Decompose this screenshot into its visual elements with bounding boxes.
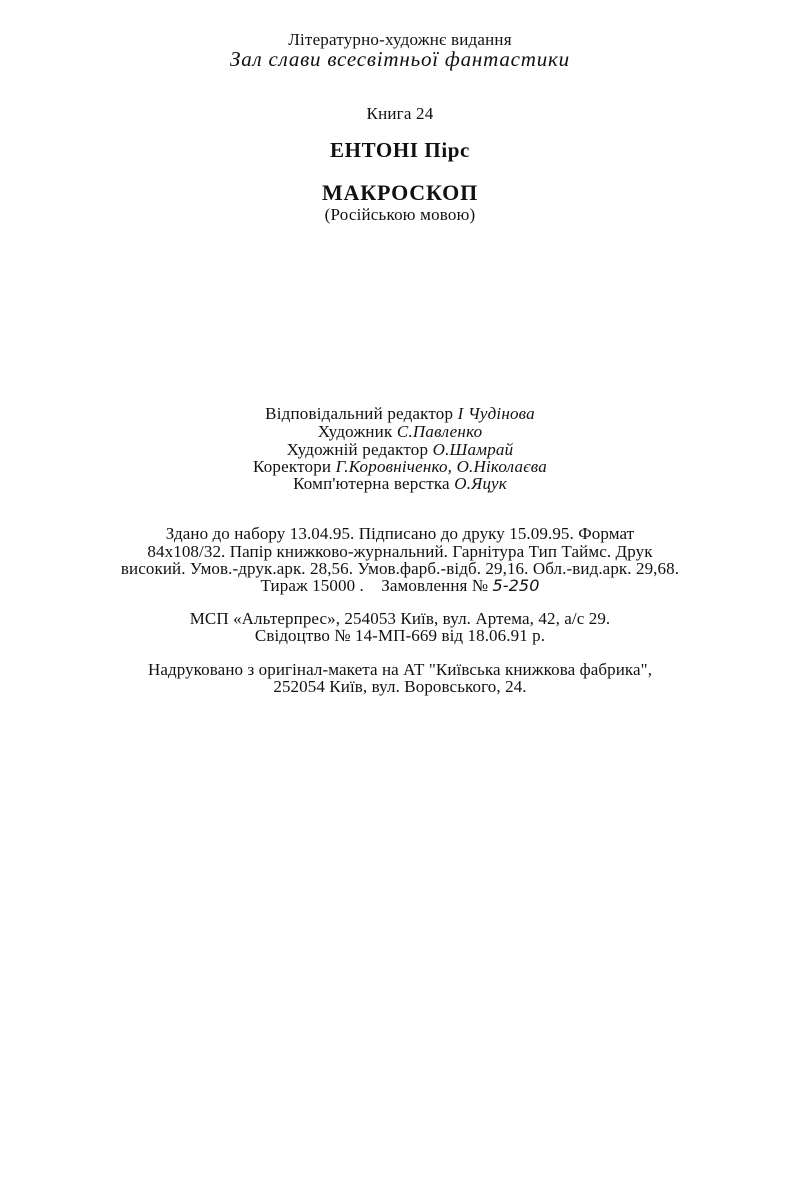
language-note: (Російською мовою) — [324, 205, 476, 224]
order-number: 5-250 — [492, 576, 540, 595]
print-info-line: 84х108/32. Папір книжково-журнальний. Гарнітура Тип Таймс. Друк — [147, 542, 653, 561]
series-title: Зал слави всесвітньої фантастики — [230, 47, 570, 71]
order-label: Замовлення № — [381, 576, 489, 595]
credit-person: О.Яцук — [454, 474, 507, 493]
print-info-line: Здано до набору 13.04.95. Підписано до друку 15.09.95. Формат — [165, 524, 635, 543]
book-number: Книга 24 — [366, 104, 434, 123]
credit-person: Г.Коровніченко, О.Ніколаєва — [335, 457, 547, 476]
credit-role: Відповідальний редактор — [265, 404, 454, 423]
license-line: Свідоцтво № 14-МП-669 від 18.06.91 р. — [254, 626, 546, 645]
credit-person: С.Павленко — [396, 422, 483, 441]
credit-role: Коректори — [253, 457, 332, 476]
credit-line — [0, 474, 800, 494]
circulation: Тираж 15000 . — [260, 576, 364, 595]
edition-type: Літературно-художнє видання — [288, 30, 512, 49]
author-name: ЕНТОНІ Пірс — [330, 138, 470, 162]
credit-role: Художник — [317, 422, 393, 441]
book-title: МАКРОСКОП — [321, 180, 478, 205]
circulation-line — [0, 576, 800, 596]
credit-person: І Чудінова — [457, 404, 535, 423]
printer-address: 252054 Київ, вул. Воровського, 24. — [273, 677, 527, 696]
print-info-line: високий. Умов.-друк.арк. 28,56. Умов.фарб.-відб. 29,16. Обл.-вид.арк. 29,68. — [120, 559, 680, 578]
credit-line — [0, 404, 800, 424]
printer-line: Надруковано з оригінал-макета на АТ "Київська книжкова фабрика", — [147, 660, 653, 679]
credit-person: О.Шамрай — [432, 440, 514, 459]
credit-role: Художній редактор — [286, 440, 429, 459]
publisher-line: МСП «Альтерпрес», 254053 Київ, вул. Артема, 42, а/с 29. — [189, 609, 611, 628]
credit-role: Комп'ютерна верстка — [293, 474, 450, 493]
credit-line — [0, 422, 800, 442]
